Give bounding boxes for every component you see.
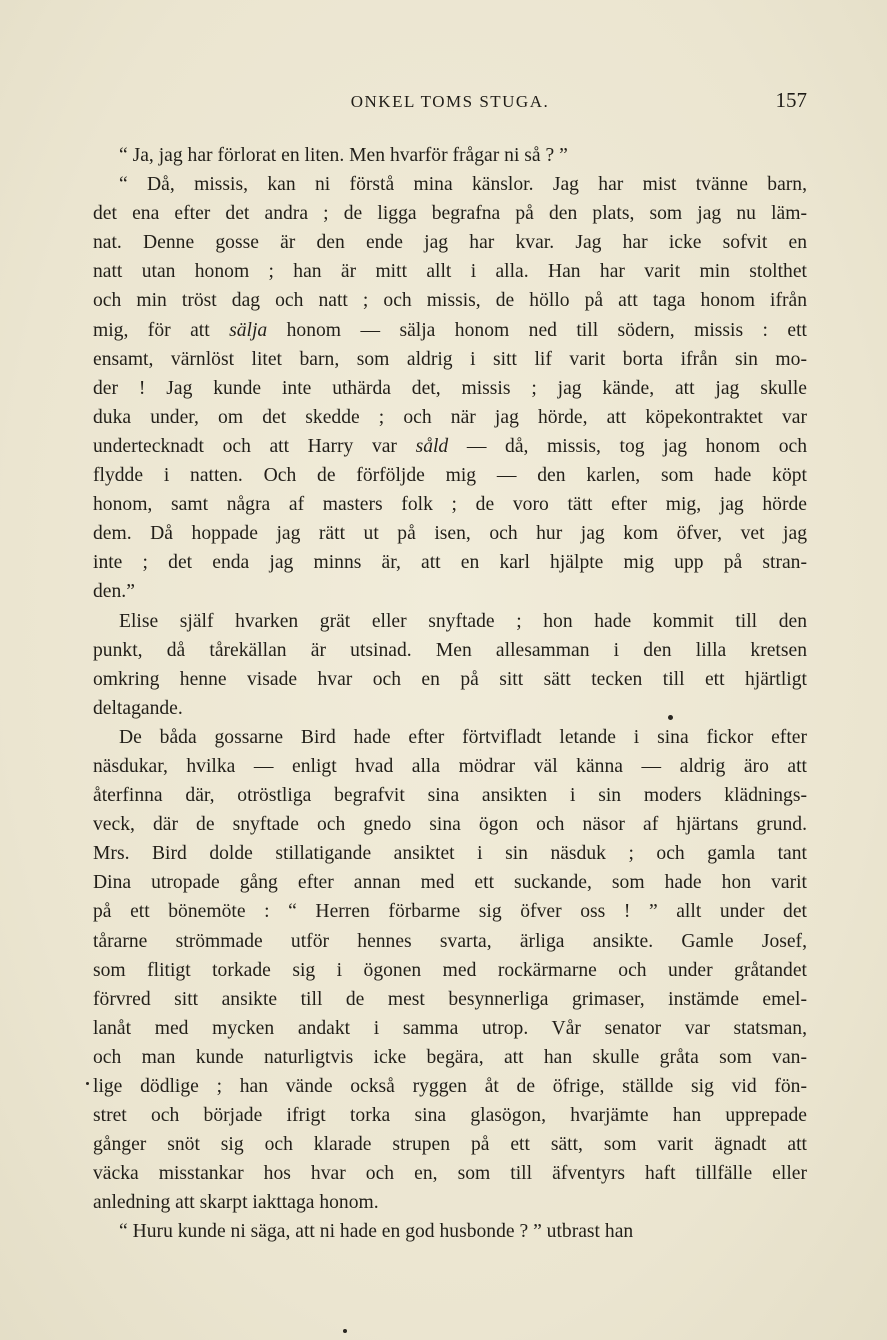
text-line: dem. Då hoppade jag rätt ut på isen, och hur jag kom öfver, vet jag bbox=[93, 523, 807, 545]
italic-word: sälja bbox=[229, 319, 268, 341]
text-line bbox=[93, 432, 807, 461]
text-line: gånger snöt sig och klarade strupen på ett sätt, som varit ägnadt att bbox=[93, 1134, 807, 1156]
text-line: flydde i natten. Och de förföljde mig — den karlen, som hade köpt bbox=[93, 465, 807, 487]
text-line: duka under, om det skedde ; och när jag hörde, att köpekontraktet var bbox=[93, 406, 807, 428]
text-line: omkring henne visade hvar och en på sitt sätt tecken till ett hjärtligt bbox=[93, 668, 807, 690]
text-line: anledning att skarpt iakttaga honom. bbox=[93, 1192, 379, 1214]
text-line: och man kunde naturligtvis icke begära, att han skulle gråta som van- bbox=[93, 1046, 807, 1068]
text-segment: mig, för att bbox=[93, 319, 230, 341]
text-line: näsdukar, hvilka — enligt hvad alla mödrar väl känna — aldrig äro att bbox=[93, 755, 807, 777]
text-line: lige dödlige ; han vände också ryggen åt de öfrige, ställde sig vid fön- bbox=[93, 1076, 807, 1097]
text-line: veck, där de snyftade och gnedo sina ögon och näsor af hjärtans grund. bbox=[93, 814, 807, 836]
body-text bbox=[93, 141, 807, 1247]
text-line: De båda gossarne Bird hade efter förtvifladt letande i sina fickor efter bbox=[119, 726, 807, 748]
ink-speck bbox=[343, 1329, 347, 1333]
text-segment: — då, missis, tog jag honom och bbox=[448, 435, 807, 457]
text-line: den.” bbox=[93, 581, 135, 603]
text-line: honom, samt några af masters folk ; de voro tätt efter mig, jag hörde bbox=[93, 494, 807, 516]
text-line: det ena efter det andra ; de ligga begrafna på den plats, som jag nu läm- bbox=[93, 203, 807, 225]
text-line: återfinna där, otröstliga begrafvit sina ansikten i sin moders klädnings- bbox=[93, 785, 807, 807]
page-number: 157 bbox=[775, 88, 807, 112]
running-title: ONKEL TOMS STUGA. bbox=[350, 92, 550, 111]
text-line: som flitigt torkade sig i ögonen med rockärmarne och under gråtandet bbox=[93, 959, 807, 981]
text-line: stret och började ifrigt torka sina glasögon, hvarjämte han upprepade bbox=[93, 1105, 807, 1127]
text-line: “ Ja, jag har förlorat en liten. Men hvarför frågar ni så ? ” bbox=[119, 145, 568, 166]
italic-word: såld bbox=[415, 435, 449, 457]
text-line: på ett bönemöte : “ Herren förbarme sig öfver oss ! ” allt under det bbox=[93, 901, 807, 923]
ink-speck bbox=[668, 715, 673, 720]
text-line: tårarne strömmade utför hennes svarta, ärliga ansikte. Gamle Josef, bbox=[93, 930, 807, 952]
text-line: ensamt, värnlöst litet barn, som aldrig i sitt lif varit borta ifrån sin mo- bbox=[93, 348, 807, 370]
text-line: “ Huru kunde ni säga, att ni hade en god husbonde ? ” utbrast han bbox=[119, 1221, 634, 1243]
text-line: inte ; det enda jag minns är, att en karl hjälpte mig upp på stran- bbox=[93, 552, 807, 574]
text-line: “ Då, missis, kan ni förstå mina känslor. Jag har mist tvänne barn, bbox=[119, 174, 807, 196]
text-line: Elise själf hvarken grät eller snyftade ; hon hade kommit till den bbox=[119, 610, 807, 632]
text-line: väcka misstankar hos hvar och en, som till äfventyrs haft tillfälle eller bbox=[93, 1163, 807, 1185]
text-segment: honom — sälja honom ned till södern, missis : ett bbox=[267, 319, 807, 341]
text-line: Mrs. Bird dolde stillatigande ansiktet i sin näsduk ; och gamla tant bbox=[93, 843, 807, 865]
text-line bbox=[93, 316, 807, 345]
text-line: och min tröst dag och natt ; och missis, de höllo på att taga honom ifrån bbox=[93, 290, 807, 312]
ink-speck bbox=[86, 1082, 89, 1085]
text-line: der ! Jag kunde inte uthärda det, missis ; jag kände, att jag skulle bbox=[93, 377, 807, 399]
text-line: förvred sitt ansikte till de mest besynnerliga grimaser, instämde emel- bbox=[93, 988, 807, 1010]
text-line: nat. Denne gosse är den ende jag har kvar. Jag har icke sofvit en bbox=[93, 232, 807, 254]
text-line: punkt, då tårekällan är utsinad. Men allesamman i den lilla kretsen bbox=[93, 639, 807, 661]
text-line: deltagande. bbox=[93, 697, 183, 719]
text-line: Dina utropade gång efter annan med ett suckande, som hade hon varit bbox=[93, 872, 807, 894]
running-head bbox=[93, 88, 807, 118]
text-line: lanåt med mycken andakt i samma utrop. Vår senator var statsman, bbox=[93, 1017, 807, 1039]
text-segment: undertecknadt och att Harry var bbox=[93, 435, 416, 457]
text-line: natt utan honom ; han är mitt allt i alla. Han har varit min stolthet bbox=[93, 261, 807, 283]
